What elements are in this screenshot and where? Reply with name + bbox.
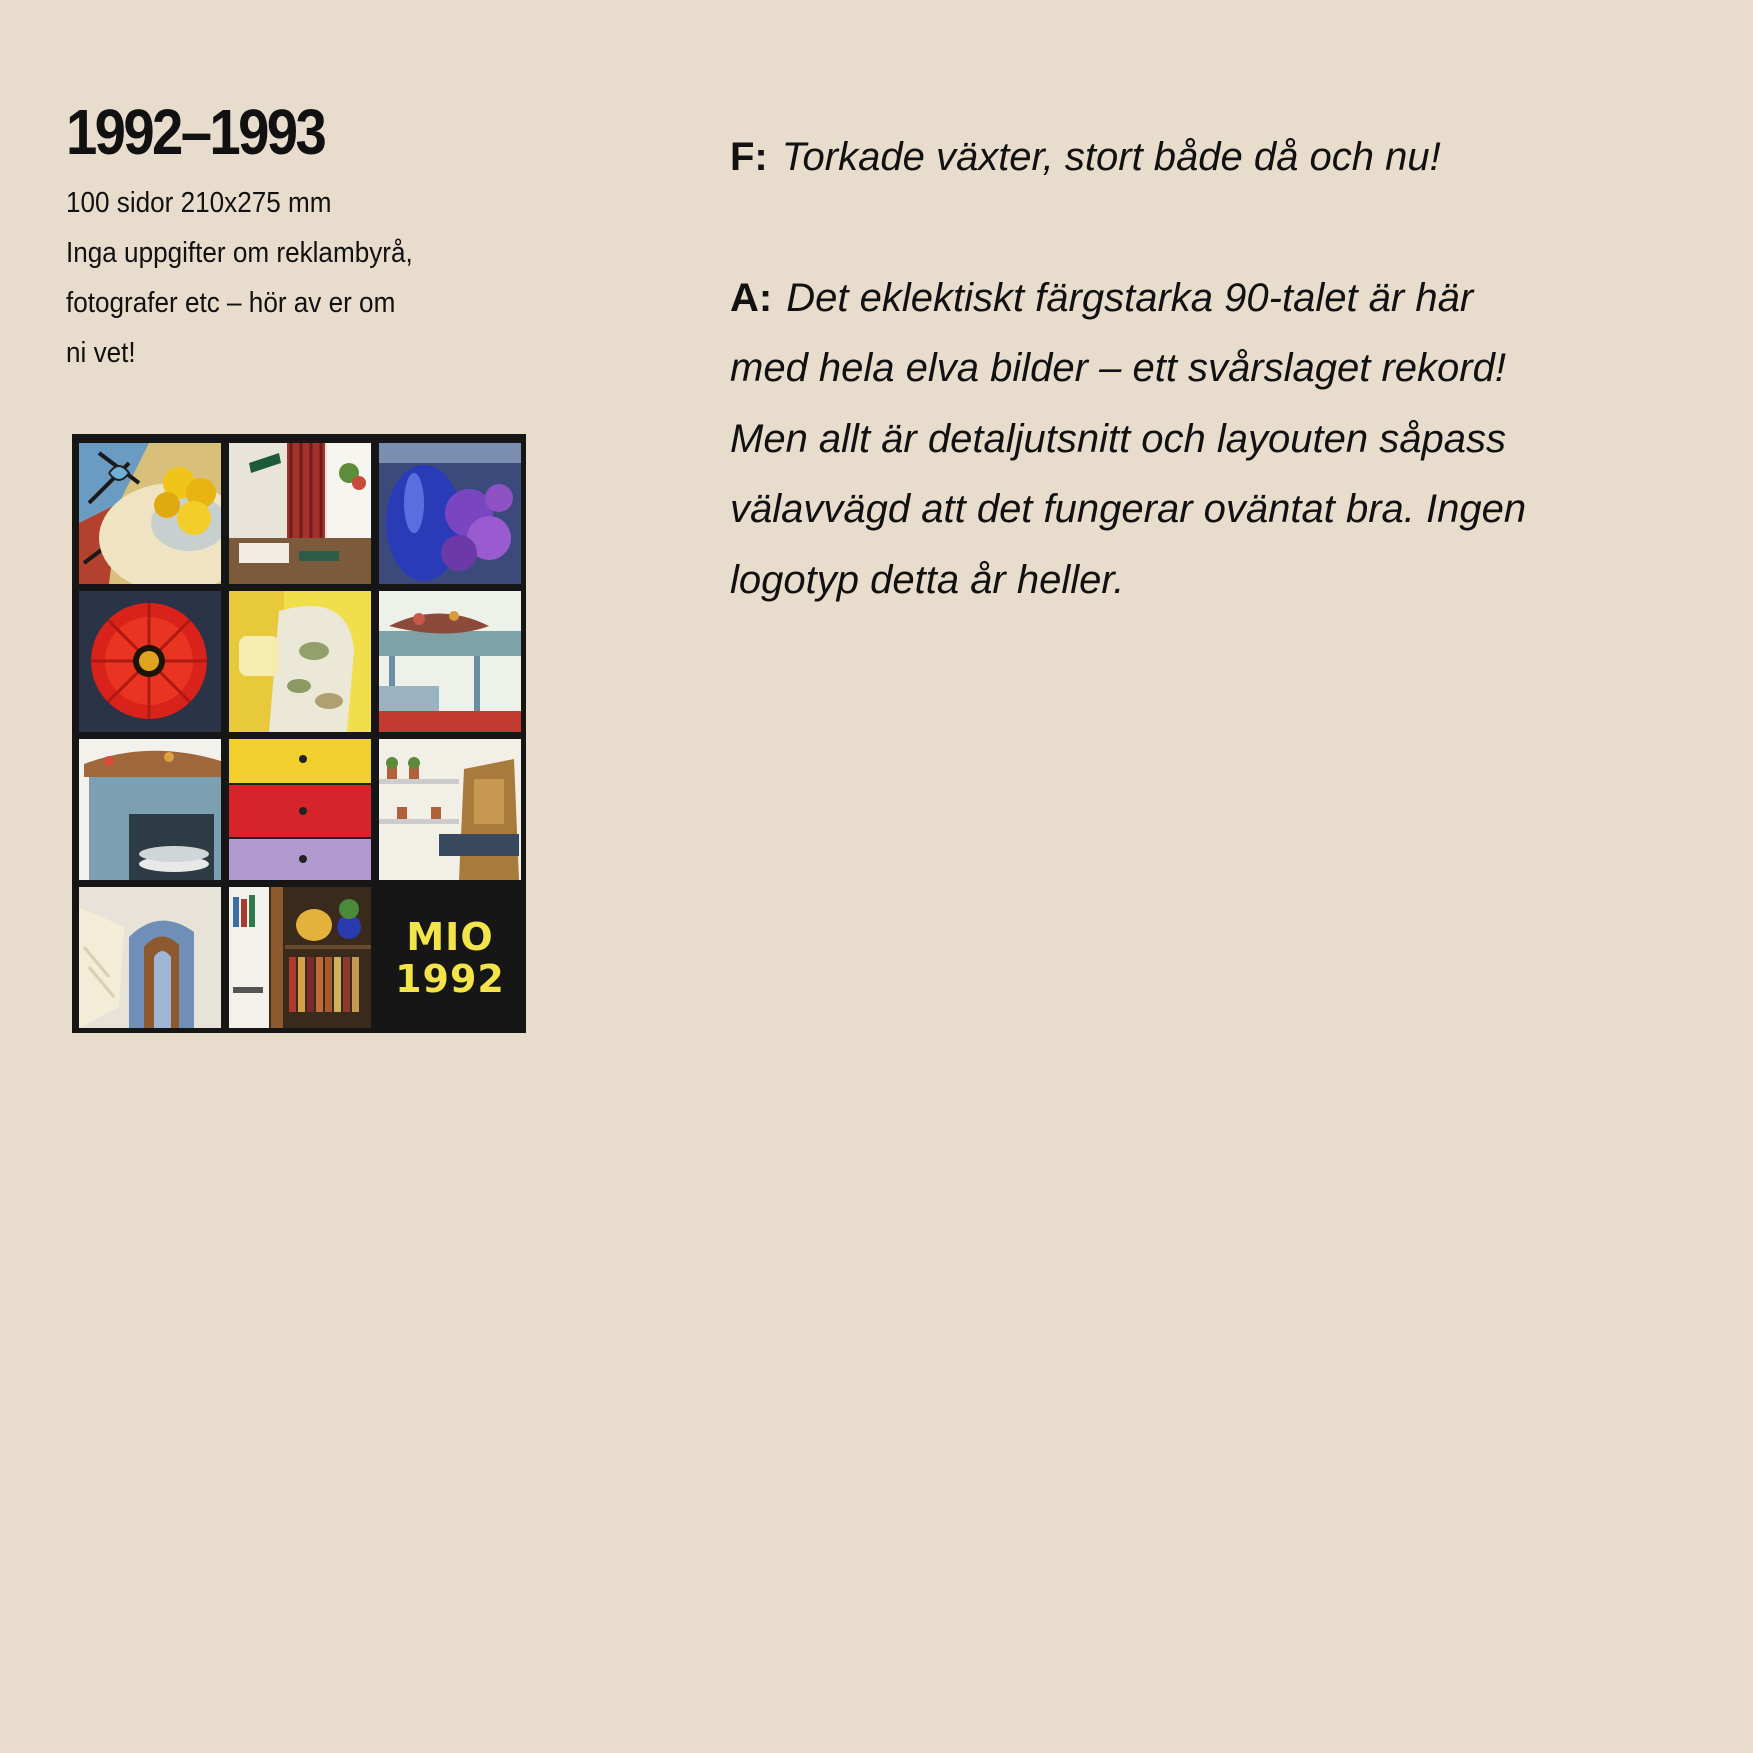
answer-line-1 (730, 263, 1680, 334)
cover-mio-logo (379, 887, 521, 1028)
cover-photo-lemons-plate (79, 443, 221, 584)
answer-line-4: välavvägd att det fungerar oväntat bra. Ingen (730, 487, 1527, 531)
cover-photo-dried-flowers-table (379, 591, 521, 732)
answer-line-3: Men allt är detaljutsnitt och layouten såpass (730, 416, 1506, 461)
question-text: Torkade växter, stort både då och nu! (781, 135, 1441, 179)
cover-photo-blue-vase (379, 443, 521, 584)
cover-photo-red-gerbera (79, 591, 221, 732)
year-range-title: 1992–1993 (66, 96, 325, 168)
answer-line-2: med hela elva bilder – ett svårslaget rekord! (730, 346, 1506, 390)
question-label: F: (730, 135, 768, 179)
cover-photo-grid (79, 443, 518, 1028)
info-line-pages: 100 sidor 210x275 mm (66, 187, 332, 219)
catalog-cover-image (72, 434, 526, 1033)
catalog-info (66, 96, 586, 378)
question-block (730, 122, 1680, 193)
cover-photo-bookshelf (229, 887, 371, 1028)
answer-label: A: (730, 275, 773, 320)
cover-photo-yellow-chair (229, 591, 371, 732)
answer-line-5: logotyp detta år heller. (730, 557, 1125, 602)
cover-photo-painted-drawers (229, 739, 371, 880)
info-line-credits-1: Inga uppgifter om reklambyrå, (66, 237, 413, 269)
cover-photo-blue-cabinet (79, 739, 221, 880)
answer-block (730, 263, 1680, 616)
cover-photo-wooden-chair-pots (379, 739, 521, 880)
cover-photo-denim-armchair (79, 887, 221, 1028)
cover-photo-desk-curtains (229, 443, 371, 584)
cover-year-text: 1992 (395, 956, 505, 1001)
qa-section (730, 122, 1680, 615)
cover-brand-text: MIO (406, 914, 494, 959)
info-line-credits-2: fotografer etc – hör av er om (66, 287, 396, 319)
info-line-credits-3: ni vet! (66, 337, 136, 369)
answer-text-line-1: Det eklektiskt färgstarka 90-talet är här (786, 275, 1474, 320)
catalog-details (66, 178, 586, 378)
